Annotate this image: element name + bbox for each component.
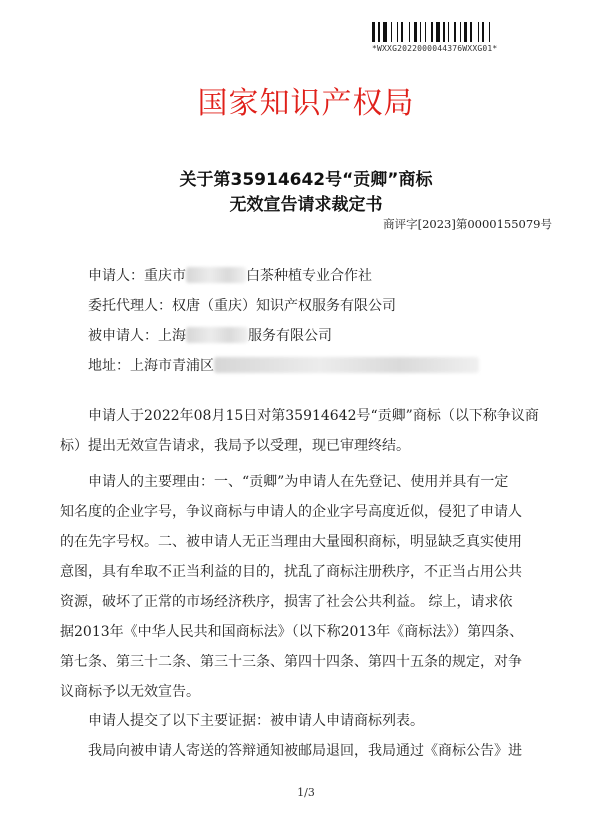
redacted-block xyxy=(186,267,246,283)
document-title-line2: 无效宣告请求裁定书 xyxy=(229,195,383,215)
barcode-bar xyxy=(460,22,461,42)
barcode-bar xyxy=(383,22,387,42)
barcode-bar xyxy=(468,22,469,42)
barcode-bar xyxy=(457,22,459,42)
document-title-line1: 关于第35914642号“贡卿”商标 xyxy=(179,170,433,190)
paragraph-request xyxy=(60,401,560,461)
applicant-line xyxy=(88,265,372,285)
respondent-prefix: 被申请人：上海 xyxy=(88,328,186,344)
agent-line: 委托代理人：权唐（重庆）知识产权服务有限公司 xyxy=(88,298,396,314)
barcode-bar xyxy=(391,22,392,42)
barcode-bar xyxy=(462,22,463,42)
paragraph-line: 标）提出无效宣告请求，我局予以受理，现已审理终结。 xyxy=(60,438,410,454)
paragraph-line: 我局向被申请人寄送的答辩通知被邮局退回，我局通过《商标公告》进 xyxy=(88,743,522,759)
paragraph-applicant-reasons xyxy=(60,467,560,707)
barcode-bar xyxy=(381,22,382,42)
paragraph-notice xyxy=(60,736,560,766)
barcode-bar xyxy=(411,22,413,42)
barcode-bar xyxy=(436,22,440,42)
paragraph-line: 资源，破坏了正常的市场经济秩序，损害了社会公共利益。 综上，请求依 xyxy=(60,594,513,610)
barcode-bar xyxy=(404,22,408,42)
paragraph-line: 申请人于2022年08月15日对第35914642号“贡卿”商标（以下称争议商 xyxy=(88,408,539,424)
barcode-text: *WXXG2022000044376WXXG01* xyxy=(372,44,498,53)
office-name: 国家知识产权局 xyxy=(197,86,415,121)
page-number: 1/3 xyxy=(297,786,315,799)
barcode-bar xyxy=(443,22,445,42)
barcode-bar xyxy=(448,22,449,42)
address-line xyxy=(88,355,479,375)
barcode-bar xyxy=(434,22,435,42)
barcode-bar xyxy=(425,22,426,42)
paragraph-line: 的在先字号权。二、被申请人无正当理由大量囤积商标，明显缺乏真实使用 xyxy=(60,534,522,550)
barcode-bar xyxy=(464,22,467,42)
barcode-bar xyxy=(482,22,484,42)
barcode-bar xyxy=(480,22,481,42)
paragraph-line: 申请人提交了以下主要证据：被申请人申请商标列表。 xyxy=(88,713,424,729)
barcode-bar xyxy=(485,22,488,42)
paragraph-line: 知名度的企业字号，争议商标与申请人的企业字号高度近似，侵犯了申请人 xyxy=(60,504,522,520)
barcode-bar xyxy=(401,22,403,42)
barcode-bar xyxy=(446,22,447,42)
barcode-bar xyxy=(393,22,396,42)
respondent-suffix: 服务有限公司 xyxy=(248,328,332,344)
barcode-bar xyxy=(378,22,380,42)
barcode xyxy=(372,22,536,42)
paragraph-line: 意图，具有牟取不正当利益的目的，扰乱了商标注册秩序，不正当占用公共 xyxy=(60,564,522,580)
barcode-bar xyxy=(473,22,477,42)
barcode-bar xyxy=(478,22,479,42)
barcode-bar xyxy=(441,22,442,42)
paragraph-evidence xyxy=(60,706,560,736)
barcode-bar xyxy=(431,22,433,42)
barcode-bar xyxy=(409,22,410,42)
address-prefix: 地址：上海市青浦区 xyxy=(88,358,214,374)
barcode-bar xyxy=(454,22,456,42)
redacted-block xyxy=(186,327,248,343)
paragraph-line: 申请人的主要理由：一、“贡卿”为申请人在先登记、使用并具有一定 xyxy=(88,474,509,490)
paragraph-line: 议商标予以无效宣告。 xyxy=(60,684,200,700)
barcode-bar xyxy=(422,22,424,42)
paragraph-line: 据2013年《中华人民共和国商标法》（以下称2013年《商标法》）第四条、 xyxy=(60,624,524,640)
barcode-bar xyxy=(388,22,390,42)
redacted-block xyxy=(214,357,479,373)
respondent-line xyxy=(88,325,332,345)
barcode-bar xyxy=(397,22,398,42)
barcode-bar xyxy=(372,22,375,42)
barcode-bar xyxy=(427,22,430,42)
barcode-bar xyxy=(470,22,472,42)
barcode-bar xyxy=(420,22,421,42)
barcode-bar xyxy=(414,22,417,42)
barcode-bar xyxy=(376,22,377,42)
document-number: 商评字[2023]第0000155079号 xyxy=(383,217,552,231)
barcode-bar xyxy=(399,22,400,42)
barcode-bar xyxy=(489,22,490,42)
barcode-bar xyxy=(418,22,419,42)
applicant-suffix: 白茶种植专业合作社 xyxy=(246,268,372,284)
barcode-bar xyxy=(450,22,453,42)
barcode-bar xyxy=(491,22,493,42)
applicant-prefix: 申请人：重庆市 xyxy=(88,268,186,284)
paragraph-line: 第七条、第三十二条、第三十三条、第四十四条、第四十五条的规定，对争 xyxy=(60,654,522,670)
